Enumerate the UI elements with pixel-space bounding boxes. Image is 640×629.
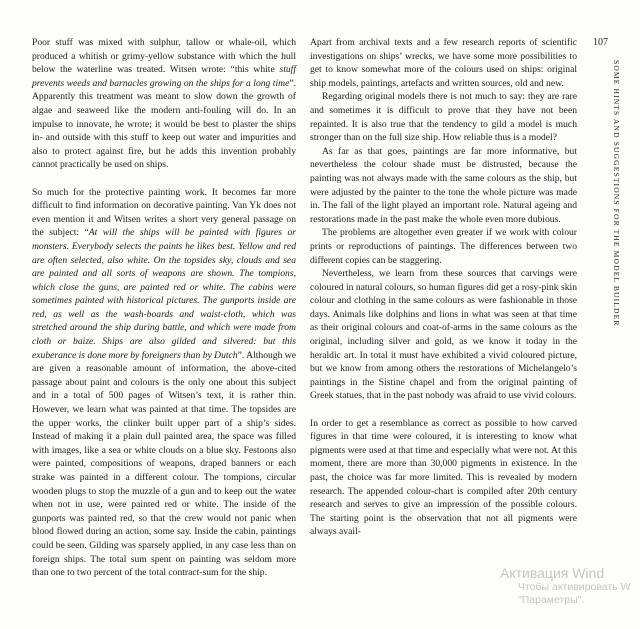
paragraph-prints: The problems are altogether even greater if we work with colour prints or reproductions of paintings. The differences between two different copies can be staggering. (310, 227, 577, 266)
paragraph-pigments: In order to get a resemblance as correct as possible to how carved figures in that time were coloured, it is interesting to know what pigments were used at that time and especially what were not. At this moment, there are more than 30,000 pigments in existence. In the past, the choice was far more limited. This is revealed by modern research. The appended colour-chart is compiled after 20th century research and serves to give an impression of the possible colours. The starting point is the observation that not all pigments were always avail- (310, 417, 577, 538)
paragraph-carvings: Nevertheless, we learn from these sources that carvings were coloured in natural colours, so human figures did get a rosy-pink skin colour and clothing in the same colours as were fashionable in those days. Animals like dolphins and lions in what was seen at that time as their original colours and coat-of-arms in the same colours as the original, including silver and gold, as we know it today in the heraldic art. In total it must have exhibited a vivid coloured picture, but we know from among others the restorations of Michelangelo’s paintings in the Sistine chapel and from the original painting of Greek statues, that in the past nobody was afraid to use vivid colours. (310, 268, 577, 402)
paragraph-paintings: As far as that goes, paintings are far more informative, but nevertheless the colour shade must be distrusted, because the painting was not always made with the same colours as the ship, but were adjusted by the painter to the tone the whole picture was made in. The fall of the light played an important role. Natural ageing and restorations made in the past make the whole even more dubious. (310, 145, 577, 225)
witsen-passage-quote: At will the ships will be painted with figures or monsters. Everybody selects the paints he likes best. Yellow and red are often selected, also white. On the topsides sky, clouds and sea are painted and all sorts of weapons are shown. The tompions, which close the guns, are painted red or white. The cabins were sometimes painted with historical pictures. The gunports inside are red, as well as the wash-boards and waist-cloth, which was stretched around the ship during battle, and which were made from cloth or baize. Ships are also gilded and silvered: but this exuberance is done more by foreigners than by Dutch (32, 227, 297, 361)
page-number: 107 (593, 37, 608, 48)
running-head: SOME HINTS AND SUGGESTIONS FOR THE MODEL BUILDER (612, 60, 621, 327)
watermark-subtitle: Чтобы активировать W (518, 581, 631, 593)
windows-activation-watermark (500, 565, 631, 607)
witsen-quote: stuff prevents weeds and barnacles growing on the ships for a long time (32, 64, 296, 89)
paragraph-protective-paint: Poor stuff was mixed with sulphur, tallow or whale-oil, which produced a whitish or grimy-yellow substance with which the hull below the waterline was treated. Witsen wrote: “this white stuff prevents weeds and barnacles growing on the ships for a long time”. Apparently this treatment was meant to slow down the growth of algae and seaweed like the modern anti-fouling will do. In an impulse to innovate, he wrote; it would be best to plaster the ships in- and outside with this stuff to keep out water and impurities and also to protect against fire, but he adds this invention probably cannot practically be used on ships. (32, 37, 296, 171)
watermark-title: Активация Wind (500, 565, 605, 581)
left-text-column (32, 36, 296, 580)
watermark-subtitle-2: "Параметры". (518, 594, 585, 606)
paragraph-models: Regarding original models there is not much to say: they are rare and sometimes it is difficult to prove that they have not been repainted. It is also true that the tendency to gild a model is much stronger than on the full size ship. How reliable thus is a model? (310, 91, 577, 144)
paragraph-decorative-paint: So much for the protective painting work. It becomes far more difficult to find information on decorative painting. Van Yk does not even mention it and Witsen writes a short very general passage on the subject: “At will the ships will be painted with figures or monsters. Everybody selects the paints he likes best. Yellow and red are often selected, also white. On the topsides sky, clouds and sea are painted and all sorts of weapons are shown. The tompions, which close the guns, are painted red or white. The cabins were sometimes painted with historical pictures. The gunports inside are red, as well as the wash-boards and waist-cloth, which was stretched around the ship during battle, and which were made from cloth or baize. Ships are also gilded and silvered: but this exuberance is done more by foreigners than by Dutch”. Although we are given a reasonable amount of information, the above-cited passage about paint and colours is the only one about this subject and in a total of 500 pages of Witsen’s text, it is rather thin. However, we learn what was painted at that time. The topsides are the upper works, the clinker built upper part of a ship’s sides. Instead of making it a plain dull painted area, the space was filled with images, like a sea or white clouds on a blue sky. Festoons also were painted, compositions of weapons, draped banners or each strake was painted in a different colour. The tompions, circular wooden plugs to stop the muzzle of a gun and to keep out the water when not in use, were painted red or white. The inside of the gunports was painted red, so that the crew would not panic when blood flowed during an action, some say. Inside the cabin, paintings could be seen. Gilding was sparsely applied, in any case less than on foreign ships. The total sum spent on painting was seldom more than one to two percent of the total contract-sum for the ship. (32, 186, 297, 579)
right-text-column (310, 36, 577, 539)
paragraph-sources: Apart from archival texts and a few research reports of scientific investigations on ships’ wrecks, we have some more possibilities to get to know somewhat more of the colours used on ships: original ship models, paintings, artefacts and written sources, old and new. (310, 37, 577, 89)
